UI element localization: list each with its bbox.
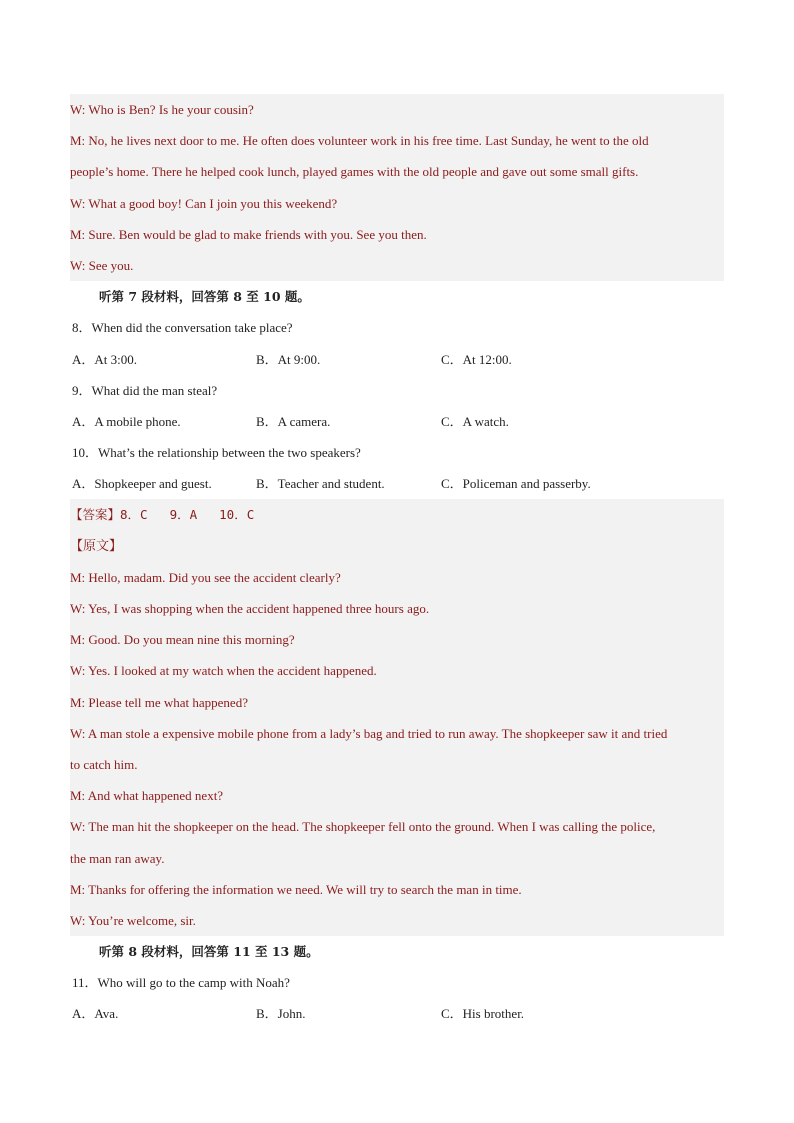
dialogue-line: M: And what happened next?: [70, 788, 224, 804]
question-10-options: [70, 468, 724, 499]
dialogue-line: W: The man hit the shopkeeper on the head. The shopkeeper fell onto the ground. When I was calling the police,: [70, 819, 656, 835]
option-c: C．His brother.: [441, 1006, 525, 1022]
question-9: 9．What did the man steal?: [72, 382, 218, 398]
option-a: A．Shopkeeper and guest.: [72, 476, 212, 492]
question-8: 8．When did the conversation take place?: [72, 320, 293, 336]
question-11-options: [70, 998, 724, 1029]
question-11: 11．Who will go to the camp with Noah?: [72, 975, 290, 991]
question-10: 10．What’s the relationship between the two speakers?: [72, 445, 361, 461]
option-a: A．A mobile phone.: [72, 413, 181, 429]
dialogue-line: W: A man stole a expensive mobile phone from a lady’s bag and tried to run away. The shopkeeper saw it and tried: [70, 725, 668, 741]
dialogue-line: people’s home. There he helped cook lunch, played games with the old people and gave out some small gifts.: [70, 164, 639, 180]
question-8-options: [70, 344, 724, 375]
dialogue-line: W: What a good boy! Can I join you this weekend?: [70, 195, 338, 211]
option-b: B．Teacher and student.: [256, 476, 385, 492]
section-heading-8: 听第 8 段材料，回答第 11 至 13 题。: [99, 944, 319, 960]
answer-9: 9．A: [169, 507, 198, 523]
answer-line: [70, 499, 724, 530]
dialogue-line: to catch him.: [70, 756, 138, 772]
dialogue-line: W: You’re welcome, sir.: [70, 912, 196, 928]
dialogue-line: M: Good. Do you mean nine this morning?: [70, 632, 295, 648]
section-heading-7: 听第 7 段材料，回答第 8 至 10 题。: [99, 289, 310, 305]
option-b: B．John.: [256, 1006, 306, 1022]
dialogue-line: W: Who is Ben? Is he your cousin?: [70, 102, 254, 117]
option-c: C．Policeman and passerby.: [441, 476, 591, 492]
option-a: A．At 3:00.: [72, 351, 138, 367]
answer-8: 8．C: [120, 507, 148, 523]
transcript-tag: 【原文】: [70, 538, 123, 554]
dialogue-line: M: Hello, madam. Did you see the accident clearly?: [70, 569, 341, 585]
document-page: [70, 94, 724, 1030]
dialogue-line: W: Yes. I looked at my watch when the accident happened.: [70, 663, 377, 679]
dialogue-line: W: See you.: [70, 257, 134, 273]
dialogue-block-1: [70, 94, 724, 281]
dialogue-line: W: Yes, I was shopping when the accident happened three hours ago.: [70, 601, 430, 616]
option-c: C．A watch.: [441, 413, 509, 429]
option-c: C．At 12:00.: [441, 351, 512, 367]
answer-tag: 【答案】: [70, 507, 121, 523]
dialogue-line: M: Sure. Ben would be glad to make friends with you. See you then.: [70, 226, 427, 242]
option-a: A．Ava.: [72, 1006, 119, 1022]
question-9-options: [70, 406, 724, 437]
dialogue-line: the man ran away.: [70, 850, 165, 866]
dialogue-line: M: Please tell me what happened?: [70, 694, 248, 710]
answer-10: 10．C: [219, 507, 255, 523]
option-b: B．At 9:00.: [256, 351, 321, 367]
option-b: B．A camera.: [256, 413, 331, 429]
dialogue-line: M: Thanks for offering the information we need. We will try to search the man in time.: [70, 881, 522, 897]
dialogue-line: M: No, he lives next door to me. He often does volunteer work in his free time. Last Sunday, he went to the old: [70, 133, 649, 149]
answer-block: [70, 499, 724, 936]
